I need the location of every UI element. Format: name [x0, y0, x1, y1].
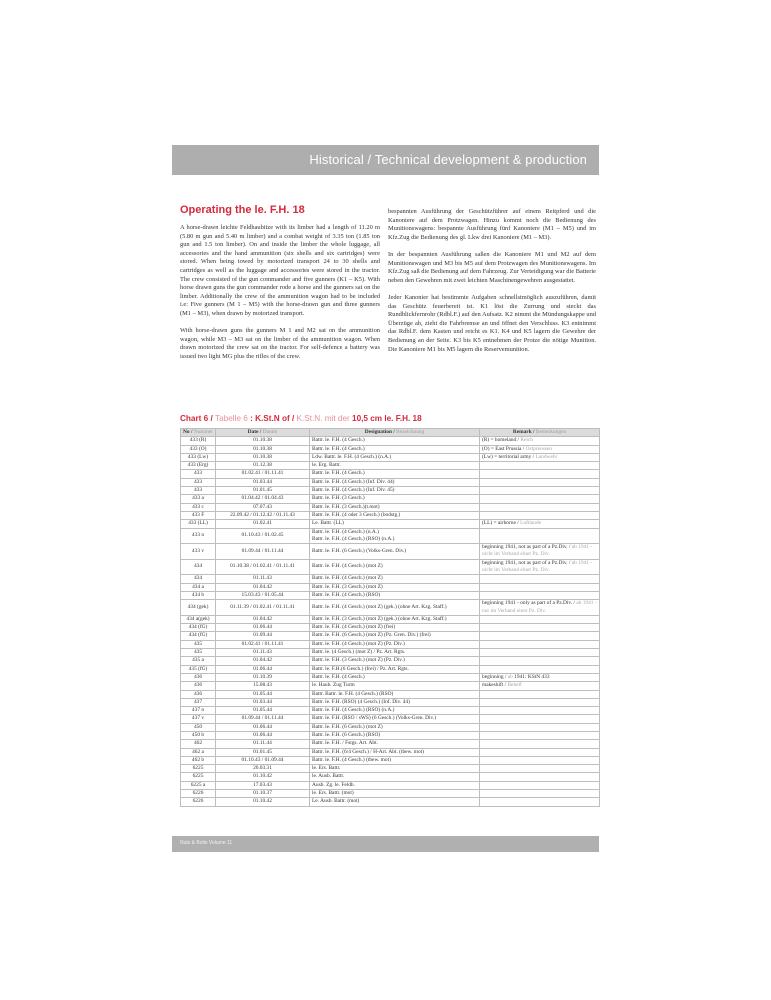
designation-line: le. Ers. Battr. — [312, 765, 341, 772]
cell-no: 433 (LL) — [181, 520, 216, 528]
designation-line: Battr. le. F.H. (3 Gesch.) — [312, 495, 365, 502]
table-row — [181, 715, 600, 723]
designation-line: Battr. le. F.H. (RSO) (4 Gesch.) (Inf. Div. 44) — [312, 698, 410, 705]
remark-en: beginning 1941 - only as part of a Pz.Div. / — [482, 600, 577, 607]
chart-title-colon: : — [247, 414, 256, 423]
cell-date: 01.01.45 — [216, 748, 310, 756]
cell-no: 6225 — [181, 773, 216, 781]
cell-date: 01.10.38 — [216, 437, 310, 445]
cell-no: 462 b — [181, 756, 216, 764]
designation-line: Ldw. Battr. le. F.H. (4 Gesch.) (n.A.) — [312, 453, 392, 460]
cell-designation — [310, 798, 480, 806]
designation-line: Battr. le. F.H. (6 Gesch.) (Volks-Gren. Div.) — [312, 547, 407, 554]
designation-line: Battr. le. F.H.(6 Gesch.) (frei) / Pz. Art. Rgts. — [312, 665, 409, 672]
designation-line: Battr. le. F.H. (6 Gesch.) (mot Z) — [312, 723, 383, 730]
cell-date: 01.10.37 — [216, 790, 310, 798]
remark-en: beginning 1941, not as part of a Pz.Div. / — [482, 544, 572, 551]
cell-designation — [310, 528, 480, 544]
designation-line: Battr. le. F.H. (4 Gesch.) — [312, 437, 365, 444]
designation-line: Battr. le. F.H. (4 Gesch.) (mot Z) (gek.) (ohne Art. Kzg. Staff.) — [312, 603, 447, 610]
cell-date: 01.05.44 — [216, 707, 310, 715]
cell-remark — [480, 715, 600, 723]
cell-date: 01.10.43 / 01.09.44 — [216, 756, 310, 764]
designation-line: Battr. le. F.H. / Fstgs. Art. Abt. — [312, 740, 378, 747]
chart-title — [180, 414, 422, 423]
column-header-date: Date / Datum — [216, 429, 310, 437]
cell-remark — [480, 640, 600, 648]
cell-designation — [310, 790, 480, 798]
table-row — [181, 624, 600, 632]
designation-line: Battr. le. F.H. (4 Gesch.) (mot Z) — [312, 575, 383, 582]
designation-line: Battr. le. F.H. (4 Gesch.) (mot Z) (frei) — [312, 624, 396, 631]
table-row — [181, 682, 600, 690]
designation-line: Battr. le. F.H. (4 Gesch.) (RSO) (n.A.) — [312, 535, 395, 542]
remark-de: Reich — [520, 437, 533, 444]
table-row — [181, 511, 600, 519]
cell-date: 07.07.43 — [216, 503, 310, 511]
table-row — [181, 487, 600, 495]
cell-designation — [310, 462, 480, 470]
table-row — [181, 437, 600, 445]
table-row — [181, 640, 600, 648]
table-row — [181, 453, 600, 461]
cell-no: 435 — [181, 649, 216, 657]
table-body — [181, 437, 600, 806]
cell-date: 01.04.42 / 01.04.43 — [216, 495, 310, 503]
cell-date: 01.11.43 — [216, 575, 310, 583]
table-row — [181, 445, 600, 453]
cell-remark — [480, 583, 600, 591]
cell-remark — [480, 723, 600, 731]
cell-no: 433 n — [181, 528, 216, 544]
chart-title-de-mid: K.St.N. mit der — [296, 414, 353, 423]
cell-remark — [480, 495, 600, 503]
cell-date: 01.12.38 — [216, 462, 310, 470]
german-text-column — [388, 208, 596, 363]
cell-date: 15.08.43 — [216, 682, 310, 690]
designation-line: Battr. le. F.H. (4 Gesch.) (tbew. mot) — [312, 756, 391, 763]
table-row — [181, 520, 600, 528]
cell-no: 433 (O) — [181, 445, 216, 453]
cell-date: 01.06.44 — [216, 624, 310, 632]
section-title: Operating the le. F.H. 18 — [180, 204, 305, 216]
column-header-designation: Designation / Bezeichnung — [310, 429, 480, 437]
body-paragraph: In der bespannten Ausführung saßen die Kanoniere M1 und M2 auf dem Munitionswagen und M3 bis M5 auf dem Protzwagen des Munitionswagens. Im Kfz.Zug saß die Bedienung auf dem Fahrzeug. Zur Verteidigung war die Batterie neben den Gewehren mit zwei leichten Maschinengewehren ausgestattet. — [388, 250, 596, 284]
cell-no: 435 a — [181, 657, 216, 665]
cell-remark — [480, 528, 600, 544]
cell-designation — [310, 495, 480, 503]
cell-no: 450 — [181, 723, 216, 731]
cell-designation — [310, 453, 480, 461]
remark-de: Luftlande — [520, 520, 542, 527]
column-header-remark: Remark / Bemerkungen — [480, 429, 600, 437]
remark-en: makeshift / — [482, 682, 508, 689]
designation-line: le. Ausb. Battr. — [312, 773, 345, 780]
table-row — [181, 591, 600, 599]
cell-remark — [480, 765, 600, 773]
cell-designation — [310, 511, 480, 519]
table-row — [181, 707, 600, 715]
cell-date: 22.09.42 / 01.12.42 / 01.11.43 — [216, 511, 310, 519]
cell-remark — [480, 682, 600, 690]
cell-no: 434 — [181, 575, 216, 583]
cell-designation — [310, 437, 480, 445]
remark-en: (Lw) = territorial army / — [482, 453, 536, 460]
cell-date: 01.10.38 — [216, 453, 310, 461]
table-row — [181, 575, 600, 583]
designation-line: Battr. le. F.H. (4 Gesch.) — [312, 673, 365, 680]
cell-designation — [310, 583, 480, 591]
cell-no: 433 c — [181, 503, 216, 511]
cell-no: 6225 a — [181, 781, 216, 789]
cell-designation — [310, 723, 480, 731]
designation-line: Ausb. Zg. le. Feldh. — [312, 781, 355, 788]
cell-remark — [480, 462, 600, 470]
cell-date: 01.11.43 — [216, 649, 310, 657]
designation-line: Battr. Battr. le. F.H. (4 Gesch.) (RSO) — [312, 690, 394, 697]
cell-remark — [480, 453, 600, 461]
cell-remark — [480, 773, 600, 781]
cell-designation — [310, 665, 480, 673]
cell-designation — [310, 445, 480, 453]
cell-remark — [480, 445, 600, 453]
table-row — [181, 723, 600, 731]
cell-remark — [480, 544, 600, 560]
cell-no: 434 (fG) — [181, 632, 216, 640]
cell-designation — [310, 690, 480, 698]
cell-remark — [480, 731, 600, 739]
designation-line: le. Ers. Battr. (mot) — [312, 790, 354, 797]
table-row — [181, 781, 600, 789]
designation-line: Battr. le. F.H. (3 Gesch.) (mot Z) (gek.) (ohne Art. Kzg. Staff.) — [312, 615, 447, 622]
cell-date: 01.04.42 — [216, 657, 310, 665]
cell-remark — [480, 478, 600, 486]
cell-remark — [480, 756, 600, 764]
designation-line: Battr. le. F.H. (4 Gesch.) — [312, 470, 365, 477]
cell-designation — [310, 470, 480, 478]
cell-no: 434 a(gek) — [181, 615, 216, 623]
cell-date: 01.04.42 — [216, 583, 310, 591]
cell-date: 01.10.39 — [216, 673, 310, 681]
chart-title-sep: / — [208, 414, 216, 423]
cell-remark — [480, 624, 600, 632]
designation-line: le. Erg. Battr. — [312, 462, 341, 469]
cell-no: 433 — [181, 470, 216, 478]
chart-title-en-mid: K.St.N of — [255, 414, 290, 423]
designation-line: Battr. le. F.H. (6 Gesch.) (mot Z) (Pz. Gren. Div.) (frei) — [312, 632, 431, 639]
remark-en: (O) = East Prussia / — [482, 445, 526, 452]
table-row — [181, 665, 600, 673]
cell-date: 01.11.44 — [216, 740, 310, 748]
cell-remark — [480, 665, 600, 673]
designation-line: Battr. le. (4 Gesch.) (mot Z) / Pz. Art. Rgts. — [312, 649, 406, 656]
cell-designation — [310, 591, 480, 599]
footer-text: Nuts & Bolts Volume 11 — [180, 840, 233, 846]
cell-remark — [480, 673, 600, 681]
cell-date: 01.11.39 / 01.02.41 / 01.11.41 — [216, 600, 310, 616]
designation-line: Battr. le. F.H. (4 Gesch.) (n.A.) — [312, 528, 379, 535]
designation-line: Battr. le. F.H. (4 Gesch.) (mot Z) (Pz. Div.) — [312, 640, 405, 647]
table-row — [181, 673, 600, 681]
cell-no: 434 (fG) — [181, 624, 216, 632]
cell-no: 433 F — [181, 511, 216, 519]
cell-designation — [310, 640, 480, 648]
cell-no: 437 v — [181, 715, 216, 723]
designation-line: Battr. le. F.H. (4 Gesch.) (RSO) (n.A.) — [312, 707, 395, 714]
cell-designation — [310, 698, 480, 706]
cell-no: 462 a — [181, 748, 216, 756]
cell-no: 433 — [181, 478, 216, 486]
header-band — [172, 145, 599, 175]
cell-date: 01.09.44 / 01.11.44 — [216, 544, 310, 560]
cell-designation — [310, 520, 480, 528]
cell-no: 6226 — [181, 798, 216, 806]
cell-date: 01.09.44 / 01.11.44 — [216, 715, 310, 723]
cell-no: 433 a — [181, 495, 216, 503]
table-header-row — [181, 429, 600, 437]
remark-de: ab — [507, 673, 513, 680]
cell-remark — [480, 707, 600, 715]
cell-date: 17.03.43 — [216, 781, 310, 789]
cell-designation — [310, 773, 480, 781]
cell-designation — [310, 748, 480, 756]
cell-designation — [310, 673, 480, 681]
cell-date: 15.03.43 / 01.05.44 — [216, 591, 310, 599]
designation-line: le. Haub. Zug Turm — [312, 682, 355, 689]
table-row — [181, 503, 600, 511]
cell-remark — [480, 781, 600, 789]
designation-line: Battr. le. F.H. (4 Gesch.) (Inf. Div. 45) — [312, 487, 395, 494]
table-row — [181, 698, 600, 706]
cell-date: 01.03.44 — [216, 698, 310, 706]
cell-no: 433 (R) — [181, 437, 216, 445]
remark-de: Landwehr — [535, 453, 558, 460]
cell-remark — [480, 615, 600, 623]
column-header-no: No / Nummer — [181, 429, 216, 437]
cell-designation — [310, 544, 480, 560]
cell-date: 01.06.44 — [216, 723, 310, 731]
cell-no: 6226 — [181, 790, 216, 798]
designation-line: Battr. le. F.H. (3 Gesch.) (mot Z) (Pz. Div.) — [312, 657, 405, 664]
kstn-table — [180, 428, 600, 807]
cell-date: 01.10.42 — [216, 798, 310, 806]
cell-remark — [480, 657, 600, 665]
cell-remark — [480, 520, 600, 528]
cell-remark — [480, 575, 600, 583]
table-row — [181, 470, 600, 478]
body-paragraph: Jeder Kanonier hat bestimmte Aufgaben schnellstmöglich auszuführen, damit das Geschütz feuerbereit ist. K1 löst die Zurrung und steckt das Rundblickfernrohr (Rdbl.F.) auf den Aufsatz. K2 nimmt die Mündungskappe und Überzüge ab, zieht die Fahrbremse an und öffnet den Verschluss. K3 entnimmt das Rdbl.F. dem Kasten und reicht es K1. K4 und K5 lagern die Gewehre der Bedienung an der Seite. K3 bis K5 entnehmen der Protze die nötige Munition. Die Kanoniere M1 bis M5 lagern die Reservemunition. — [388, 293, 596, 353]
designation-line: Battr. le. F.H. (4 Gesch.) — [312, 445, 365, 452]
cell-designation — [310, 632, 480, 640]
cell-date: 01.01.45 — [216, 487, 310, 495]
remark-en: beginning 1941, not as part of a Pz.Div. / — [482, 559, 572, 566]
table-row — [181, 798, 600, 806]
cell-no: 436 — [181, 690, 216, 698]
table-row — [181, 657, 600, 665]
cell-no: 433 (Erg) — [181, 462, 216, 470]
table-row — [181, 615, 600, 623]
cell-no: 437 — [181, 698, 216, 706]
cell-designation — [310, 624, 480, 632]
cell-remark — [480, 698, 600, 706]
cell-no: 434 a — [181, 583, 216, 591]
cell-no: 433 v — [181, 544, 216, 560]
cell-date: 01.10.43 / 01.02.45 — [216, 528, 310, 544]
cell-date: 01.10.42 — [216, 773, 310, 781]
body-paragraph: With horse-drawn guns the gunners M 1 and M2 sat on the ammunition wagon, while M3 – M3 sat on the limber of the ammunition wagon. When drawn motorized the crew sat on the tractor. For self-defence a battery was issued two light MG plus the rifles of the crew. — [180, 327, 380, 360]
table-row — [181, 773, 600, 781]
cell-no: 462 — [181, 740, 216, 748]
table-row — [181, 649, 600, 657]
designation-line: Le. Ausb. Battr. (mot) — [312, 798, 360, 805]
table-row — [181, 528, 600, 544]
cell-date: 01.03.44 — [216, 478, 310, 486]
cell-remark — [480, 690, 600, 698]
table-row — [181, 790, 600, 798]
cell-designation — [310, 781, 480, 789]
designation-line: Battr. le. F.H. (3 Gesch.)(t.mot) — [312, 503, 380, 510]
cell-no: 434 b — [181, 591, 216, 599]
cell-remark — [480, 470, 600, 478]
header-title: Historical / Technical development & production — [309, 152, 587, 167]
remark-en: (R) = homeland / — [482, 437, 521, 444]
table-row — [181, 756, 600, 764]
table-row — [181, 583, 600, 591]
designation-line: Battr. le. F.H. (6/4 Gesch.) / H-Art. Abt. (tbew. mot) — [312, 748, 424, 755]
cell-designation — [310, 649, 480, 657]
cell-remark — [480, 798, 600, 806]
table-row — [181, 495, 600, 503]
remark-tail: 1941: KStN 433 — [512, 673, 550, 680]
cell-date: 01.06.44 — [216, 731, 310, 739]
remark-de: ab 1941 - nur im Verband einer Pz. Div. — [482, 600, 597, 614]
cell-designation — [310, 478, 480, 486]
cell-no: 435 (fG) — [181, 665, 216, 673]
cell-designation — [310, 657, 480, 665]
cell-date: 01.02.41 — [216, 520, 310, 528]
table-row — [181, 559, 600, 575]
table-row — [181, 748, 600, 756]
cell-date: 01.06.44 — [216, 665, 310, 673]
cell-remark — [480, 748, 600, 756]
cell-remark — [480, 591, 600, 599]
cell-remark — [480, 632, 600, 640]
cell-no: 6225 — [181, 765, 216, 773]
designation-line: Battr. le. F.H. (6 Gesch.) (RSO) — [312, 731, 381, 738]
cell-designation — [310, 765, 480, 773]
cell-designation — [310, 707, 480, 715]
cell-remark — [480, 790, 600, 798]
cell-designation — [310, 559, 480, 575]
cell-date: 01.10.38 — [216, 445, 310, 453]
cell-remark — [480, 649, 600, 657]
cell-date: 01.04.42 — [216, 615, 310, 623]
designation-line: Battr. le. F.H. (3 Gesch.) (mot Z) — [312, 583, 383, 590]
cell-date: 01.05.44 — [216, 690, 310, 698]
table-row — [181, 600, 600, 616]
remark-en: (LL) = airborne / — [482, 520, 521, 527]
designation-line: Battr. le. F.H. (RSO / sWS) (6 Gesch.) (Volks-Gren. Div.) — [312, 715, 436, 722]
chart-title-sep: / — [289, 414, 297, 423]
table-row — [181, 731, 600, 739]
cell-designation — [310, 756, 480, 764]
table-row — [181, 544, 600, 560]
chart-title-subject: 10,5 cm le. F.H. 18 — [352, 414, 422, 423]
cell-remark — [480, 487, 600, 495]
designation-line: Battr. le. F.H. (4 Gesch.) (mot Z) — [312, 563, 383, 570]
cell-designation — [310, 600, 480, 616]
cell-no: 436 — [181, 682, 216, 690]
remark-de: ab 1941 - nicht im Verband einer Pz. Div. — [482, 544, 593, 558]
cell-designation — [310, 487, 480, 495]
cell-date: 01.02.41 / 01.11.41 — [216, 470, 310, 478]
table-row — [181, 740, 600, 748]
cell-date: 01.02.41 / 01.11.41 — [216, 640, 310, 648]
remark-en: beginning / — [482, 673, 508, 680]
cell-date: 01.09.44 — [216, 632, 310, 640]
cell-designation — [310, 682, 480, 690]
table-row — [181, 690, 600, 698]
cell-no: 434 — [181, 559, 216, 575]
chart-title-de-prefix: Tabelle 6 — [215, 414, 248, 423]
chart-title-en-prefix: Chart 6 — [180, 414, 209, 423]
cell-no: 435 — [181, 640, 216, 648]
cell-remark — [480, 740, 600, 748]
remark-de: Behelf — [507, 682, 522, 689]
table-row — [181, 632, 600, 640]
body-paragraph: bespannten Ausführung der Geschützführer auf einem Reitpferd und die Kanoniere auf dem Protzwagen. Hinzu kommt noch die Bedienung des Munitionswagens: bespannte Ausführung fünf Kanoniere (M1 – M5) und im Kfz.Zug die Bedienung des gl. Lkw drei Kanoniere (M1 – M3). — [388, 208, 596, 241]
cell-designation — [310, 731, 480, 739]
cell-designation — [310, 740, 480, 748]
cell-no: 450 b — [181, 731, 216, 739]
cell-date: 20.03.31 — [216, 765, 310, 773]
body-paragraph: A horse-drawn leichte Feldhaubitze with its limber had a length of 11.20 m (5.80 m gun and 5.40 m limber) and a combat weight of 3.35 ton (1.85 ton gun and 1.5 ton limber). On and inside the limber the whole luggage, all accessories and the hand ammunition (six shells and six cartridges) were stored. When being towed by motorized transport 24 to 30 shells and cartridges as well as the luggage and accessories were stored in the tractor. The crew consisted of the gun commander and five gunners (K1 – K5). With horse drawn guns the gun commander rode a horse and the gunners sat on the limber. Additionally the crew of the ammunition wagon had to be included i.e: Five gunners (M 1 – M5) with the horse-drawn gun and three gunners (M1 – M3), when drawn by motorized transport. — [180, 224, 380, 317]
cell-remark — [480, 511, 600, 519]
designation-line: Battr. le. F.H. (4 Gesch.) (Inf. Div. 44) — [312, 478, 395, 485]
designation-line: Battr. le. F.H. (4 Gesch.) (RSO) — [312, 591, 381, 598]
cell-no: 433 — [181, 487, 216, 495]
table-row — [181, 765, 600, 773]
cell-designation — [310, 503, 480, 511]
remark-de: Ostpreussen — [525, 445, 552, 452]
table-row — [181, 478, 600, 486]
english-text-column — [180, 224, 380, 370]
footer-band — [172, 836, 599, 852]
table-row — [181, 462, 600, 470]
cell-remark — [480, 559, 600, 575]
cell-remark — [480, 503, 600, 511]
cell-designation — [310, 715, 480, 723]
remark-de: ab 1941 - nicht im Verband einer Pz. Div. — [482, 559, 593, 574]
cell-no: 436 — [181, 673, 216, 681]
cell-remark — [480, 437, 600, 445]
cell-remark — [480, 600, 600, 616]
cell-no: 434 (gek) — [181, 600, 216, 616]
cell-no: 437 n — [181, 707, 216, 715]
cell-designation — [310, 575, 480, 583]
cell-date: 01.10.38 / 01.02.41 / 01.11.41 — [216, 559, 310, 575]
designation-line: Le. Battr. (LL) — [312, 520, 344, 527]
cell-no: 433 (Lw) — [181, 453, 216, 461]
designation-line: Battr. le. F.H. (4 oder 3 Gesch.) (bodstg.) — [312, 511, 401, 518]
cell-designation — [310, 615, 480, 623]
